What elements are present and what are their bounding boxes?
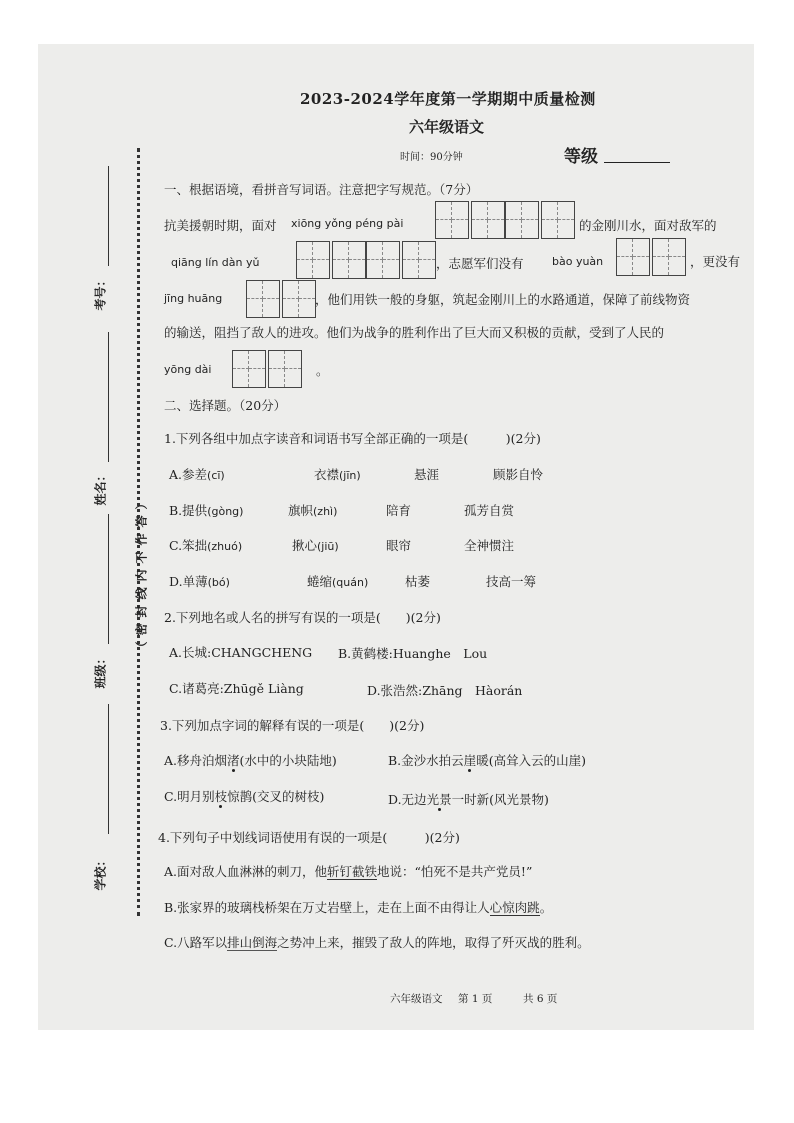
q1-stem: 1.下列各组中加点字读音和词语书写全部正确的一项是( )(2分) [164,431,541,446]
pinyin-3: bào yuàn [552,255,604,268]
reading: (jiū) [317,540,339,553]
char-box[interactable] [282,280,316,318]
dotted-char: 枝 [214,789,228,804]
q1-d-w4: 技高一筹 [486,574,537,589]
option-letter: C. [169,538,183,553]
word: 提供 [182,503,208,518]
q1-b-w2 [288,501,337,519]
text: C.明月别 [164,789,215,804]
answer-boxes-1[interactable] [435,201,505,239]
s1-line4: 的输送，阻挡了敌人的进攻。他们为战争的胜利作出了巨大而又积极的贡献，受到了人民的 [164,325,665,340]
q2-option-a[interactable]: A.长城:CHANGCHENG [169,645,313,660]
grade-label: 等级 [564,147,598,167]
grade-blank[interactable] [604,161,670,163]
pinyin-1: xiōng yǒng péng pài [291,217,404,230]
option-letter: A. [169,467,183,482]
char-box[interactable] [541,201,575,239]
char-box[interactable] [435,201,469,239]
char-box[interactable] [296,241,330,279]
seal-notice: （密封线内不作答） [134,491,149,654]
text: 地说：“怕死不是共产党员!” [377,864,533,879]
word: 旗帜 [288,503,314,518]
exam-title: 2023-2024学年度第一学期期中质量检测 [300,90,596,108]
reading: (bó) [207,576,230,589]
q3-option-b[interactable] [388,751,586,769]
exam-time: 时间：90分钟 [400,152,463,163]
pinyin-2: qiāng lín dàn yǔ [171,256,260,269]
s1-line3-post: ，他们用铁一般的身躯，筑起金刚川上的水路通道，保障了前线物资 [315,292,691,307]
word: 参差 [182,467,208,482]
underlined-word: 心惊肉跳 [489,900,540,915]
char-box[interactable] [471,201,505,239]
underlined-word: 斩钉截铁 [327,864,378,879]
footer-total: 共 6 页 [523,993,558,1005]
char-box[interactable] [402,241,436,279]
q3-option-d[interactable] [388,790,549,808]
dotted-char: 崖 [463,753,477,768]
char-box[interactable] [246,280,280,318]
answer-boxes-1b[interactable] [505,201,575,239]
exam-no-blank-2[interactable] [108,332,109,462]
name-blank[interactable] [108,514,109,644]
s1-line1-pre: 抗美援朝时期，面对 [164,218,277,233]
char-box[interactable] [268,350,302,388]
text: A.移舟泊烟 [164,753,228,768]
char-box[interactable] [332,241,366,279]
q2-stem: 2.下列地名或人名的拼写有误的一项是( )(2分) [164,610,441,625]
answer-boxes-5[interactable] [232,350,302,388]
underlined-word: 排山倒海 [227,935,278,950]
q1-c-w4: 全神惯注 [464,538,515,553]
exam-no-blank[interactable] [108,166,109,266]
text: 暖(高耸入云的山崖) [476,753,586,768]
exam-no-label: 考号： [93,274,108,311]
q1-d-w2 [307,572,368,590]
text: C.八路军以 [164,935,228,950]
text: 之势冲上来，摧毁了敌人的阵地，取得了歼灭战的胜利。 [277,935,590,950]
q1-b-w4: 孤芳自赏 [464,503,515,518]
pinyin-5: yōng dài [164,363,212,376]
s1-line5-post: 。 [316,363,329,378]
word: 单薄 [182,574,208,589]
q1-a-w4: 顾影自怜 [493,467,544,482]
text: B.张家界的玻璃栈桥架在万丈岩壁上，走在上面不由得让人 [164,900,490,915]
q1-d-w3: 枯萎 [405,574,431,589]
answer-boxes-3[interactable] [616,238,686,276]
section1-heading: 一、根据语境，看拼音写词语。注意把字写规范。（7分） [164,182,479,197]
text: D.无边 [388,792,427,807]
answer-boxes-4[interactable] [246,280,316,318]
q1-a-w3: 悬涯 [414,467,440,482]
answer-boxes-2[interactable] [296,241,366,279]
char-box[interactable] [366,241,400,279]
answer-boxes-2b[interactable] [366,241,436,279]
s1-line2-mid: ，志愿军们没有 [436,256,524,271]
q1-a-w2 [314,465,361,483]
q4-option-b[interactable] [164,898,552,916]
pinyin-4: jīng huāng [164,292,223,305]
word: 衣襟 [314,467,340,482]
option-letter: B. [169,503,183,518]
q1-b-w3: 陪育 [386,503,412,518]
q1-option-c[interactable] [169,536,242,554]
q3-option-a[interactable] [164,751,337,769]
section2-heading: 二、选择题。（20分） [164,398,287,413]
reading: (jīn) [339,469,361,482]
q1-option-d[interactable] [169,572,230,590]
option-letter: D. [169,574,183,589]
text: B.金沙水拍云 [388,753,464,768]
word: 笨拙 [182,538,208,553]
char-box[interactable] [505,201,539,239]
dotted-char: 渚 [227,753,240,768]
reading: (quán) [332,576,369,589]
q2-option-d[interactable]: D.张浩然:Zhāng Hàorán [367,683,523,698]
reading: (zhuó) [207,540,243,553]
footer-page: 第 1 页 [458,993,493,1005]
s1-line2-post: ，更没有 [690,254,741,269]
exam-subtitle: 六年级语文 [409,118,485,136]
q1-c-w3: 眼帘 [386,538,412,553]
word: 揪心 [292,538,318,553]
q3-option-c[interactable] [164,787,324,805]
char-box[interactable] [616,238,650,276]
s1-line1-post: 的金刚川水，面对敌军的 [579,218,717,233]
text: A.面对敌人血淋淋的刺刀，他 [164,864,328,879]
q4-stem: 4.下列句子中划线词语使用有误的一项是( )(2分) [158,830,460,845]
q2-option-c[interactable]: C.诸葛亮:Zhūgě Liàng [169,681,304,696]
reading: (cī) [207,469,225,482]
dotted-char: 光景 [426,792,452,807]
q4-option-c[interactable] [164,933,590,951]
q4-option-a[interactable] [164,862,532,880]
exam-paper [38,44,754,1030]
text: 一时新(风光景物) [451,792,549,807]
q1-option-a[interactable] [169,465,225,483]
q2-option-b[interactable]: B.黄鹤楼:Huanghe Lou [338,646,488,661]
text: 。 [539,900,553,915]
text: (水中的小块陆地) [239,753,337,768]
text: 惊鹊(交叉的树枝) [227,789,325,804]
name-label: 姓名： [93,469,108,506]
word: 蜷缩 [307,574,333,589]
q1-option-b[interactable] [169,501,243,519]
school-label: 学校： [93,854,108,891]
class-blank[interactable] [108,704,109,834]
class-label: 班级： [93,652,108,689]
char-box[interactable] [232,350,266,388]
reading: (zhì) [313,505,338,518]
reading: (gòng) [207,505,244,518]
footer-subject: 六年级语文 [390,993,443,1005]
q3-stem: 3.下列加点字词的解释有误的一项是( )(2分) [160,718,425,733]
q1-c-w2 [292,536,339,554]
char-box[interactable] [652,238,686,276]
